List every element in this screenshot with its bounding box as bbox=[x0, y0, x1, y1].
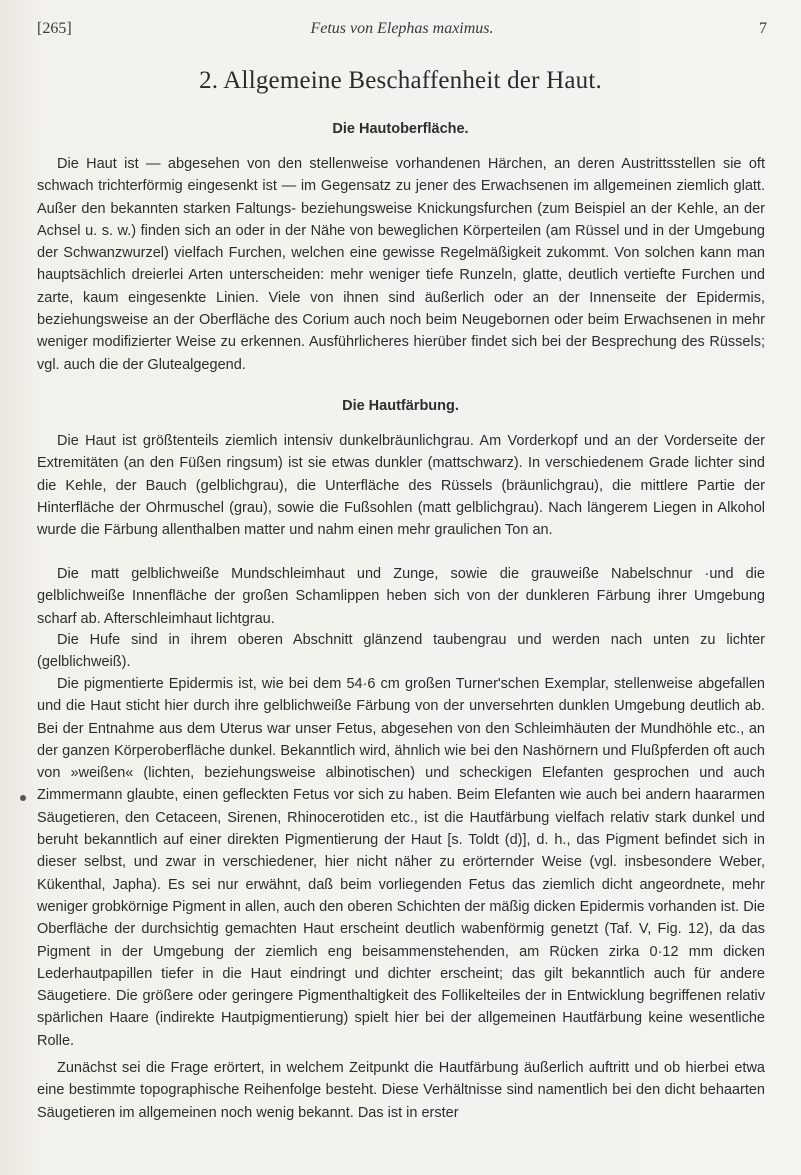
margin-mark bbox=[20, 795, 26, 801]
paragraph-faerbung-5: Zunächst sei die Frage erörtert, in welchem Zeitpunkt die Hautfärbung äußerlich auftritt und ob hierbei etwa eine bestimmte topographische Reihenfolge besteht. Diese Verhältnisse sind namentlich bei den dicht behaarten Säugetieren im allgemeinen noch wenig bekannt. Das ist in erster bbox=[37, 1060, 765, 1121]
running-title: Fetus von Elephas maximus. bbox=[310, 20, 494, 37]
heading-hautfaerbung: Die Hautfärbung. bbox=[342, 398, 459, 414]
paragraph-faerbung-4: Die pigmentierte Epidermis ist, wie bei dem 54·6 cm großen Turner'schen Exemplar, stellenweise abgefallen und die Haut sticht hier durch ihre gelblichweiße Färbung von der unversehrten dunklen Umgebung deutlich ab. Bei der Entnahme aus dem Uterus war unser Fetus, abgesehen von den Schleimhäuten der Mundhöhle etc., an der ganzen Körperoberfläche dunkel. Bekanntlich wird, ähnlich wie bei den Nashörnern und Flußpferden oft auch von »weißen« (lichten, beziehungsweise albinotischen) und scheckigen Elefanten gesprochen und auch Zimmermann glaubte, einen gefleckten Fetus vor sich zu haben. Beim Elefanten wie auch bei andern haararmen Säugetieren, den Cetaceen, Sirenen, Rhinocerotiden etc., ist die Hautfärbung vielfach relativ stark dunkel und beruht bekanntlich auf einer direkten Pigmentierung der Haut [s. Toldt (d)], d. h., das Pigment befindet sich in dieser selbst, und zwar in verschiedener, hier nicht näher zu erörternder Weise (vgl. insbesondere Weber, Kükenthal, Japha). Es sei nur erwähnt, daß beim vorliegenden Fetus das ziemlich dicht angeordnete, mehr weniger grobkörnige Pigment in allen, auch den oberen Schichten der mäßig dicken Epidermis vorhanden ist. Die Oberfläche der durchsichtig gemachten Haut erscheint deutlich wabenförmig genetzt (Taf. V, Fig. 12), da das Pigment in der Umgebung der ziemlich eng beisammenstehenden, am Rücken zirka 0·12 mm dicken Lederhautpapillen tiefer in die Haut eindringt und dichter erscheint; das gilt bekanntlich auch für andere Säugetiere. Die größere oder geringere Pigmenthaltigkeit des Follikelteiles der in Entwicklung begriffenen relativ spärlichen Haare (indirekte Hautpigmentierung) spielt hier bei der allgemeinen Hautfärbung keine wesentliche Rolle. bbox=[37, 676, 765, 1049]
paragraph-faerbung-3: Die Hufe sind in ihrem oberen Abschnitt glänzend taubengrau und werden nach unten zu lichter (gelblichweiß). bbox=[37, 632, 765, 671]
paragraph-faerbung-2: Die matt gelblichweiße Mundschleimhaut und Zunge, sowie die grauweiße Nabelschnur ·und die gelblichweiße Innenfläche der großen Schamlippen heben sich von der dunkleren Färbung ihrer Umgebung scharf ab. Afterschleimhaut lichtgrau. bbox=[37, 566, 765, 627]
paragraph-hautoberflaeche: Die Haut ist — abgesehen von den stellenweise vorhandenen Härchen, an deren Austrittsstellen sie oft schwach trichterförmig eingesenkt ist — im Gegensatz zu jener des Erwachsenen im allgemeinen ziemlich glatt. Außer den bekannten starken Faltungs- beziehungsweise Knickungsfurchen (zum Beispiel an der Kehle, an der Achsel u. s. w.) finden sich an oder in der Nähe von beweglichen Körperteilen (am Rüssel und in der Umgebung der Schwanzwurzel) vielfach Furchen, welchen eine gewisse Regelmäßigkeit zukommt. Von solchen kann man hauptsächlich dreierlei Arten unterscheiden: mehr weniger tiefe Runzeln, glatte, deutlich vertiefte Furchen und zarte, kaum eingesenkte Linien. Viele von ihnen sind äußerlich oder an der Innenseite der Epidermis, beziehungsweise an der Oberfläche des Corium auch noch beim Neugebornen oder beim Erwachsenen in mehr weniger modifizierter Weise zu erkennen. Ausführlicheres hierüber findet sich bei der Besprechung des Rüssels; vgl. auch die der Glutealgegend. bbox=[37, 156, 765, 373]
page-reference: [265] bbox=[37, 20, 72, 37]
section-title: 2. Allgemeine Beschaffenheit der Haut. bbox=[199, 67, 602, 94]
running-head bbox=[37, 20, 767, 44]
heading-hautoberflaeche: Die Hautoberfläche. bbox=[332, 121, 469, 137]
paragraph-faerbung-1: Die Haut ist größtenteils ziemlich intensiv dunkelbräunlichgrau. Am Vorderkopf und an der Vorderseite der Extremitäten (an den Füßen ringsum) ist sie etwas dunkler (mattschwarz). In verschiedenem Grade lichter sind die Kehle, der Bauch (gelblichgrau), die Unterfläche des Rüssels (bräunlichgrau), die mittlere Partie der Hinterfläche der Ohrmuschel (grau), sowie die Fußsohlen (matt gelblichgrau). Nach längerem Liegen in Alkohol wurde die Färbung allenthalben matter und nahm einen mehr graulichen Ton an. bbox=[37, 433, 765, 539]
page-number: 7 bbox=[759, 20, 767, 37]
